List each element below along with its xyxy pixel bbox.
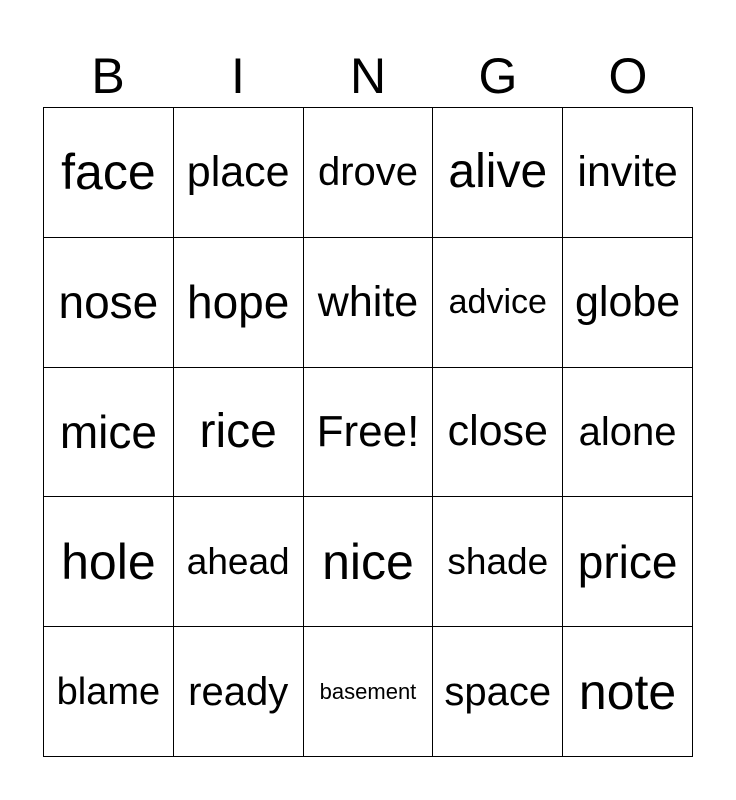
bingo-board [43,107,693,757]
header-letter-b: B [91,48,125,104]
bingo-cell: shade [433,497,563,627]
bingo-cell: ahead [174,497,304,627]
bingo-cell: hole [44,497,174,627]
bingo-cell: price [563,497,693,627]
bingo-cell: mice [44,368,174,498]
bingo-cell: basement [304,627,434,757]
bingo-cell: alone [563,368,693,498]
header-letter-g: G [478,48,518,104]
bingo-cell: blame [44,627,174,757]
bingo-header [43,46,693,106]
bingo-cell: alive [433,108,563,238]
bingo-cell: drove [304,108,434,238]
bingo-cell: close [433,368,563,498]
bingo-cell-free: Free! [304,368,434,498]
bingo-cell: place [174,108,304,238]
bingo-cell: nose [44,238,174,368]
bingo-cell: nice [304,497,434,627]
bingo-cell: note [563,627,693,757]
bingo-cell: rice [174,368,304,498]
header-letter-n: N [349,48,387,104]
bingo-cell: ready [174,627,304,757]
bingo-cell: hope [174,238,304,368]
bingo-cell: face [44,108,174,238]
bingo-cell: space [433,627,563,757]
bingo-cell: globe [563,238,693,368]
header-letter-o: O [608,48,648,104]
bingo-cell: advice [433,238,563,368]
bingo-cell: white [304,238,434,368]
bingo-cell: invite [563,108,693,238]
header-letter-i: I [231,48,245,104]
